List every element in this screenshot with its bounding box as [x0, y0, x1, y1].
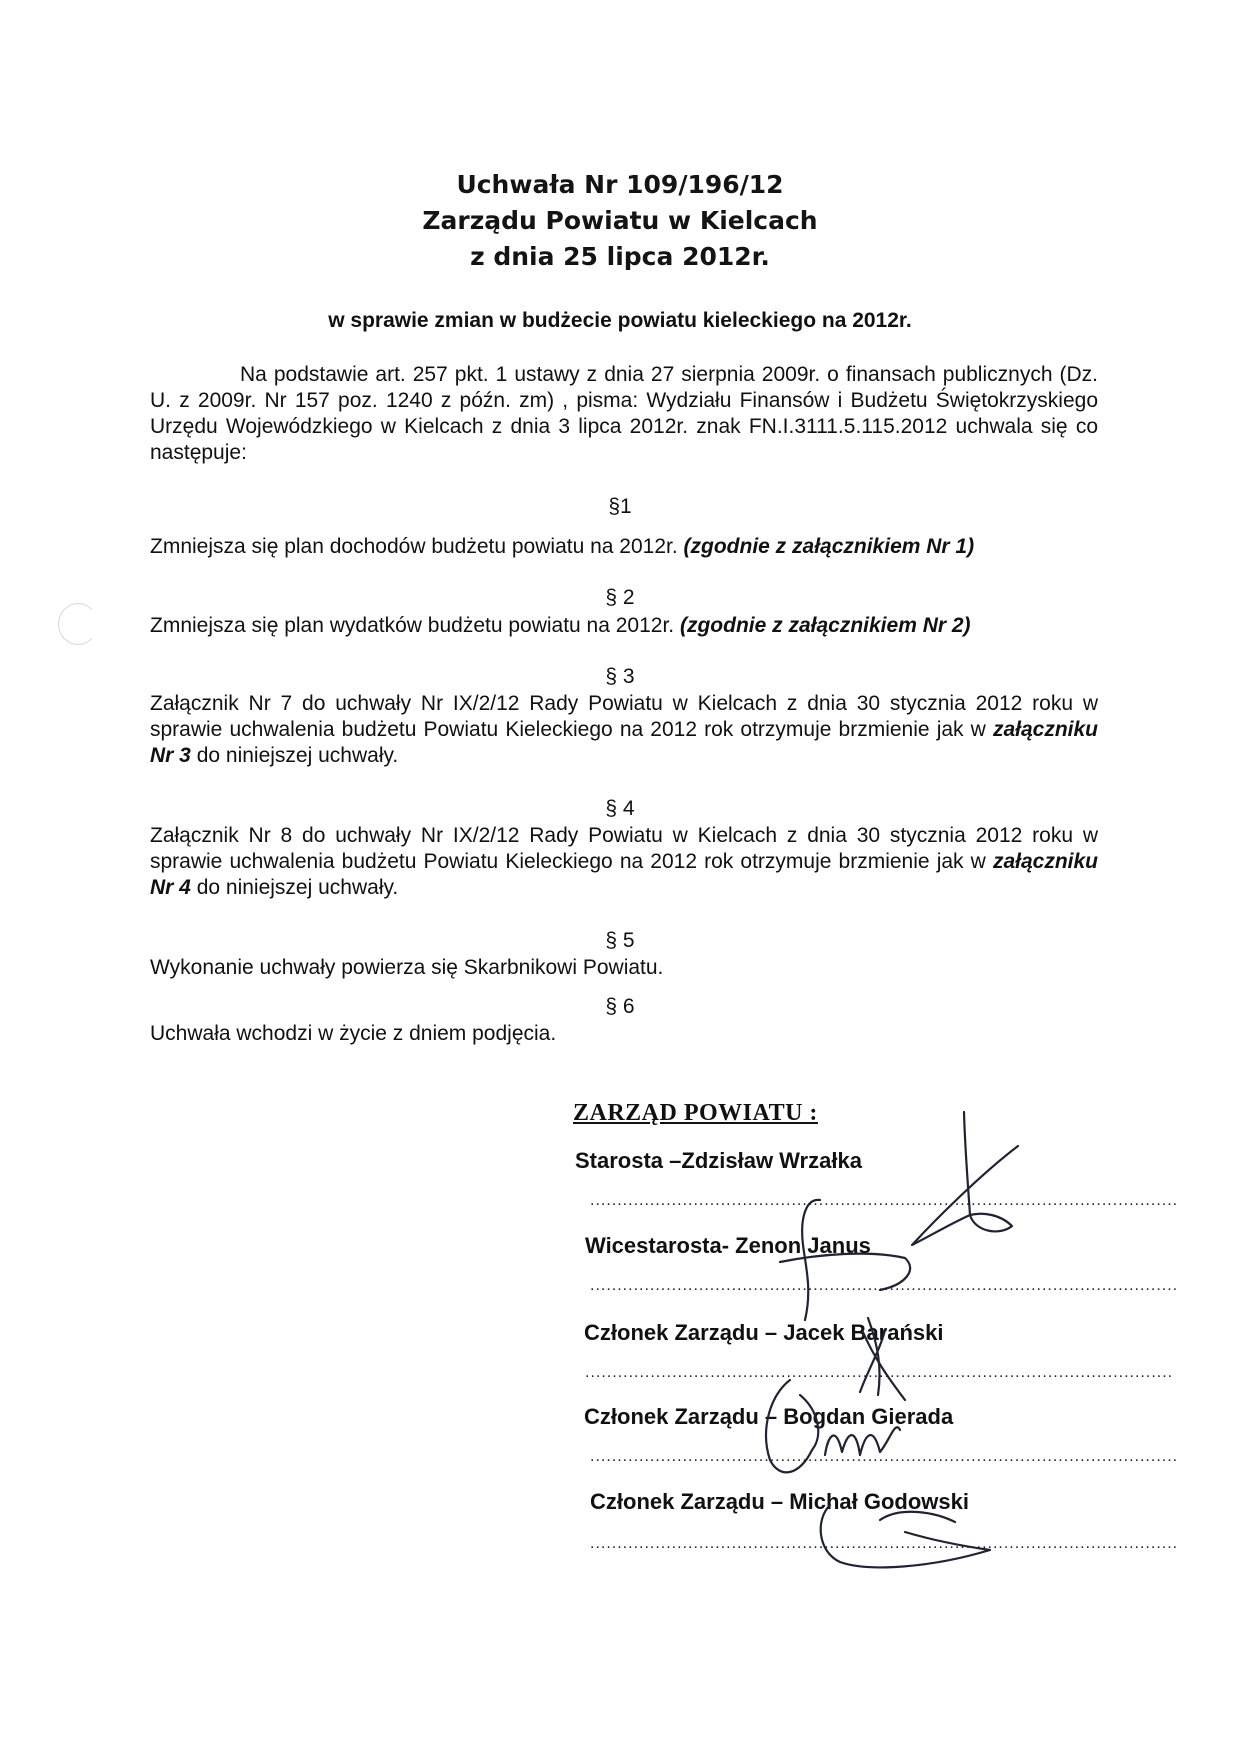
issuing-body: Zarządu Powiatu w Kielcach — [422, 206, 818, 235]
member-godowski: Członek Zarządu – Michał Godowski — [590, 1489, 969, 1514]
section-3-reference: załączniku Nr 3 — [150, 718, 1098, 767]
signature-line-2: ............................................................................................................ — [590, 1277, 1179, 1294]
member-baranski: Członek Zarządu – Jacek Barański — [584, 1320, 944, 1345]
section-1-mark: §1 — [608, 495, 632, 518]
resolution-date: z dnia 25 lipca 2012r. — [470, 242, 770, 271]
member-wicestarosta: Wicestarosta- Zenon Janus — [585, 1233, 871, 1258]
section-3-tail: do niniejszej uchwały. — [196, 744, 399, 767]
section-5-mark: § 5 — [605, 929, 635, 952]
section-4-reference: załączniku Nr 4 — [150, 850, 1098, 899]
resolution-number: Uchwała Nr 109/196/12 — [456, 170, 784, 199]
section-2-body — [150, 613, 971, 639]
section-1-body — [150, 534, 974, 560]
section-6-mark: § 6 — [605, 995, 635, 1018]
section-1-reference: (zgodnie z załącznikiem Nr 1) — [683, 535, 975, 558]
resolution-subject: w sprawie zmian w budżecie powiatu kieleckiego na 2012r. — [328, 309, 912, 332]
signature-line-4: ............................................................................................................ — [590, 1448, 1179, 1465]
section-3-mark: § 3 — [605, 665, 635, 688]
section-3-body — [150, 691, 1098, 769]
preamble-text: Na podstawie art. 257 pkt. 1 ustawy z dnia 27 sierpnia 2009r. o finansach publicznych (Dz. U. z 2009r. Nr 157 poz. 1240 z późn. zm) , pisma: Wydziału Finansów i Budżetu Świętokrzyskiego Urzędu Wojewódzkiego w Kielcach z dnia 3 lipca 2012r. znak FN.I.3111.5.115.2012 uchwala się co następuje: — [150, 363, 1098, 464]
section-2-reference: (zgodnie z załącznikiem Nr 2) — [679, 614, 971, 637]
signature-line-5: ............................................................................................................ — [590, 1535, 1179, 1552]
section-4-text: Załącznik Nr 8 do uchwały Nr IX/2/12 Rady Powiatu w Kielcach z dnia 30 stycznia 2012 roku w sprawie uchwalenia budżetu Powiatu Kieleckiego na 2012 rok otrzymuje brzmienie jak w — [150, 824, 1098, 873]
preamble — [150, 362, 1098, 466]
member-gierada: Członek Zarządu – Bogdan Gierada — [584, 1404, 954, 1429]
board-heading: ZARZĄD POWIATU : — [573, 1100, 818, 1126]
signature-line-1: ............................................................................................................ — [590, 1192, 1179, 1209]
member-starosta: Starosta –Zdzisław Wrzałka — [575, 1148, 862, 1173]
section-3-text: Załącznik Nr 7 do uchwały Nr IX/2/12 Rady Powiatu w Kielcach z dnia 30 stycznia 2012 roku w sprawie uchwalenia budżetu Powiatu Kieleckiego na 2012 rok otrzymuje brzmienie jak w — [150, 692, 1098, 741]
section-2-text: Zmniejsza się plan wydatków budżetu powiatu na 2012r. — [150, 614, 675, 637]
section-2-mark: § 2 — [605, 586, 635, 609]
section-6-text: Uchwała wchodzi w życie z dniem podjęcia. — [150, 1022, 557, 1045]
section-4-mark: § 4 — [605, 797, 635, 820]
signature-line-3: ............................................................................................................ — [585, 1364, 1174, 1381]
signature-wicestarosta — [780, 1200, 910, 1320]
signature-starosta — [912, 1112, 1018, 1245]
section-4-body — [150, 823, 1098, 901]
section-1-text: Zmniejsza się plan dochodów budżetu powiatu na 2012r. — [150, 535, 678, 558]
section-4-tail: do niniejszej uchwały. — [196, 876, 399, 899]
section-5-text: Wykonanie uchwały powierza się Skarbnikowi Powiatu. — [150, 956, 664, 979]
